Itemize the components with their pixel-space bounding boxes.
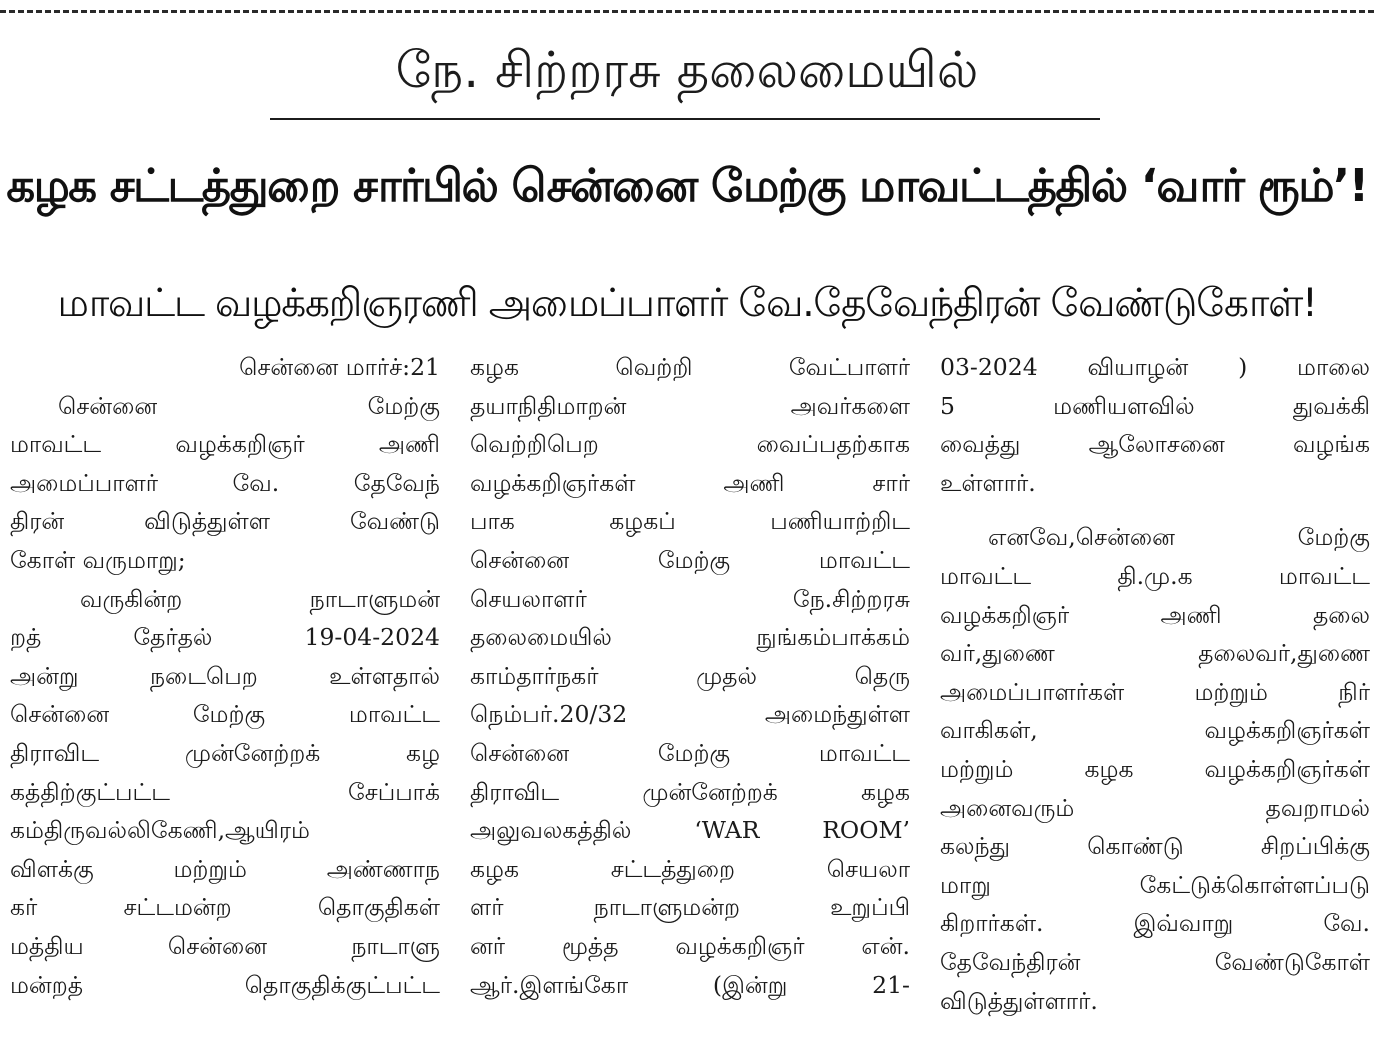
article-line: அலுவலகத்தில் ‘WAR ROOM’ — [470, 816, 910, 845]
article-line: கிறார்கள். இவ்வாறு வே. — [940, 909, 1370, 938]
article-line: 5 மணியளவில் துவக்கி — [940, 391, 1370, 420]
article-line: கழக சட்டத்துறை செயலா — [470, 854, 910, 883]
article-line: சென்னை மேற்கு மாவட்ட — [470, 545, 910, 574]
article-line: நெம்பர்.20/32 அமைந்துள்ள — [470, 700, 910, 729]
article-line: பாக கழகப் பணியாற்றிட — [470, 507, 910, 536]
article-line: தேவேந்திரன் வேண்டுகோள் — [940, 947, 1370, 976]
article-line: கலந்து கொண்டு சிறப்பிக்கு — [940, 832, 1370, 861]
article-line: 03-2024 வியாழன் ) மாலை — [940, 353, 1370, 381]
article-line: வர்,துணை தலைவர்,துணை — [940, 639, 1370, 668]
article-line: மாவட்ட தி.மு.க மாவட்ட — [940, 561, 1370, 590]
article-line: ஆர்.இளங்கோ (இன்று 21- — [470, 970, 910, 999]
article-line: மற்றும் கழக வழக்கறிஞர்கள் — [940, 754, 1370, 783]
article-line: வருகின்ற நாடாளுமன் — [80, 584, 440, 613]
article-line: திராவிட முன்னேற்றக் கழக — [470, 777, 910, 806]
article-line: அமைப்பாளர் வே. தேவேந் — [10, 468, 440, 497]
top-dashed-divider — [0, 10, 1374, 13]
article-line: னர் மூத்த வழக்கறிஞர் என். — [470, 931, 910, 960]
article-line: றத் தேர்தல் 19-04-2024 — [10, 623, 440, 652]
article-line: அன்று நடைபெற உள்ளதால் — [10, 661, 440, 690]
article-line: அனைவரும் தவறாமல் — [940, 793, 1370, 822]
article-line: வழக்கறிஞர்கள் அணி சார் — [470, 468, 910, 497]
article-column-2 — [470, 348, 910, 1004]
article-line: கோள் வருமாறு; — [10, 545, 186, 574]
article-line: வாகிகள், வழக்கறிஞர்கள் — [940, 716, 1370, 745]
kicker-underline — [270, 118, 1100, 120]
article-line: வைத்து ஆலோசனை வழங்க — [940, 430, 1370, 459]
article-line: மாறு கேட்டுக்கொள்ளப்படு — [940, 870, 1370, 899]
article-line: செயலாளர் நே.சிற்றரசு — [470, 584, 910, 613]
article-line: சென்னை மேற்கு மாவட்ட — [470, 738, 910, 767]
article-column-1 — [10, 348, 440, 1004]
sub-headline: மாவட்ட வழக்கறிஞரணி அமைப்பாளர் வே.தேவேந்திரன் வேண்டுகோள்! — [57, 281, 1317, 326]
article-line: திரன் விடுத்துள்ள வேண்டு — [10, 507, 440, 536]
article-line: விடுத்துள்ளார். — [940, 986, 1098, 1015]
article-line: தயாநிதிமாறன் அவர்களை — [470, 391, 910, 420]
article-line: சென்னை மேற்கு மாவட்ட — [10, 700, 440, 729]
article-line: மாவட்ட வழக்கறிஞர் அணி — [10, 430, 440, 459]
article-line: கம்திருவல்லிகேணி,ஆயிரம் — [10, 816, 310, 845]
article-line: காம்தார்நகர் முதல் தெரு — [470, 661, 910, 690]
article-line: அமைப்பாளர்கள் மற்றும் நிர் — [940, 677, 1370, 706]
article-line: கத்திற்குட்பட்ட சேப்பாக் — [10, 777, 440, 806]
article-line: திராவிட முன்னேற்றக் கழ — [10, 738, 440, 767]
article-line: கர் சட்டமன்ற தொகுதிகள் — [10, 893, 440, 922]
main-headline: கழக சட்டத்துறை சார்பில் சென்னை மேற்கு மாவட்டத்தில் ‘வார் ரூம்’! — [6, 159, 1368, 212]
article-line: மத்திய சென்னை நாடாளு — [10, 931, 440, 960]
article-line: ளர் நாடாளுமன்ற உறுப்பி — [470, 893, 910, 922]
article-line: வெற்றிபெற வைப்பதற்காக — [470, 430, 910, 459]
article-column-3 — [940, 348, 1370, 1020]
article-line: கழக வெற்றி வேட்பாளர் — [470, 353, 910, 381]
article-line: எனவே,சென்னை மேற்கு — [988, 523, 1370, 552]
article-line: மன்றத் தொகுதிக்குட்பட்ட — [10, 970, 440, 999]
article-line: உள்ளார். — [940, 468, 1036, 497]
article-line: சென்னை மேற்கு — [58, 391, 440, 420]
dateline: சென்னை மார்ச்:21 — [239, 353, 440, 381]
kicker-heading: நே. சிற்றரசு தலைமையில் — [395, 41, 979, 99]
article-line: விளக்கு மற்றும் அண்ணாந — [10, 854, 440, 883]
article-line: வழக்கறிஞர் அணி தலை — [940, 600, 1370, 629]
article-line: தலைமையில் நுங்கம்பாக்கம் — [470, 623, 910, 652]
